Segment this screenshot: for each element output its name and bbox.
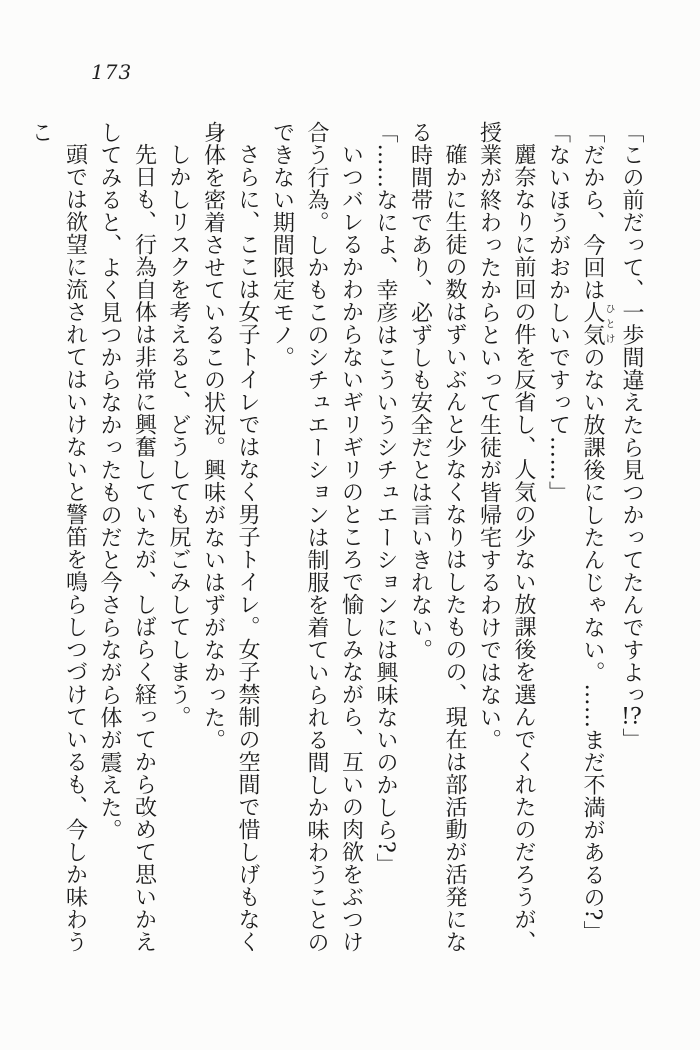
paragraph-narration: 確かに生徒の数はずいぶんと少なくなりはしたものの、現在は部活動が活発になる時間帯であり、必ずしも安全だとは言いきれない。 bbox=[407, 121, 467, 953]
paragraph-narration: いつバレるかわからないギリギリのところで愉しみながら、互いの肉欲をぶつけ合う行為。しかもこのシチュエーションは制服を着ていられる間しか味わうことのできない期間限定モノ。 bbox=[269, 121, 364, 954]
page-number: 173 bbox=[91, 60, 133, 84]
paragraph-narration: 麗奈なりに前回の件を反省し、人気の少ない放課後を選んでくれたのだろうが、授業が終わったからといって生徒が皆帰宅するわけではない。 bbox=[476, 121, 536, 953]
paragraph-dialogue: 「この前だって、一歩間違えたら見つかってたんですよっ!?」 bbox=[619, 121, 644, 751]
paragraph-narration: 頭では欲望に流されてはいけないと警笛を鳴らしつづけているも、今しか味わうこ bbox=[28, 121, 88, 953]
paragraph-narration: さらに、ここは女子トイレではなく男子トイレ。女子禁制の空間で惜しげもなく身体を密着させているこの状況。興味がないはずがなかった。 bbox=[200, 121, 260, 953]
ruby-annotated-word: 人気ひとけ bbox=[580, 301, 614, 346]
paragraph-dialogue: 「だから、今回は人気ひとけのない放課後にしたんじゃない。……まだ不満があるの?」 bbox=[580, 121, 614, 944]
paragraph-narration: しかしリスクを考えると、どうしても尻ごみしてしまう。 bbox=[166, 143, 191, 728]
paragraph-dialogue: 「……なによ、幸彦はこういうシチュエーションには興味ないのかしら?」 bbox=[373, 121, 398, 876]
tate-chu-yoko: !? bbox=[621, 706, 642, 728]
paragraph-dialogue: 「ないほうがおかしいですって……」 bbox=[545, 121, 571, 504]
text-block bbox=[23, 121, 649, 959]
paragraph-narration: 先日も、行為自体は非常に興奮していたが、しばらく経ってから改めて思いかえしてみると、よく見つからなかったものだと今さらながら体が震えた。 bbox=[97, 121, 157, 953]
